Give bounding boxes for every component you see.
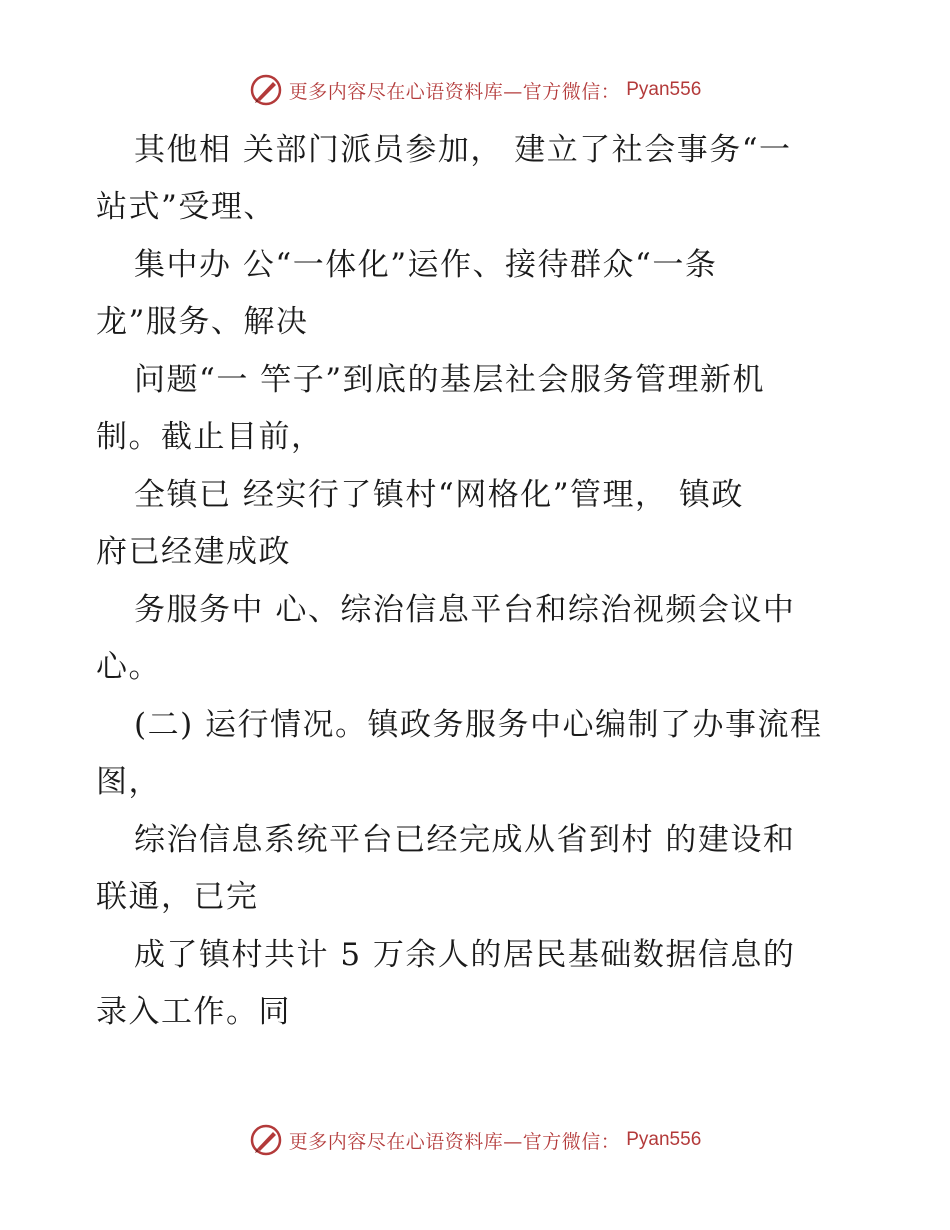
body-line: 其他相 关部门派员参加， 建立了社会事务“一	[134, 132, 792, 168]
pen-logo-icon	[249, 73, 283, 107]
body-line: 集中办 公“一体化”运作、接待群众“一条	[134, 247, 718, 283]
footer-watermark	[0, 1120, 950, 1160]
body-line: 全镇已 经实行了镇村“网格化”管理， 镇政	[134, 477, 744, 513]
body-line: 问题“一 竿子”到底的基层社会服务管理新机	[134, 362, 766, 398]
body-line: 心。	[96, 649, 161, 685]
body-line: 站式”受理、	[96, 189, 276, 225]
body-line: 联通，已完	[96, 879, 259, 915]
body-line: 制。截止目前，	[96, 419, 324, 455]
body-line: 府已经建成政	[96, 534, 291, 570]
body-line: 务服务中 心、综治信息平台和综治视频会议中	[134, 592, 796, 628]
body-line: 录入工作。同	[96, 994, 291, 1030]
body-line: 成了镇村共计 5 万余人的居民基础数据信息的	[134, 937, 796, 973]
body-line: (二) 运行情况。镇政务服务中心编制了办事流程	[134, 707, 823, 743]
body-line: 综治信息系统平台已经完成从省到村 的建设和	[134, 822, 796, 858]
pen-logo-icon	[249, 1123, 283, 1157]
header-watermark	[0, 70, 950, 110]
watermark-wechat-id: Pyan556	[626, 1129, 702, 1150]
body-line: 龙”服务、解决	[96, 304, 309, 340]
watermark-wechat-id: Pyan556	[626, 79, 702, 100]
watermark-text: 更多内容尽在心语资料库—官方微信：	[288, 80, 621, 103]
watermark-text: 更多内容尽在心语资料库—官方微信：	[288, 1130, 621, 1153]
body-line: 图，	[96, 764, 161, 800]
